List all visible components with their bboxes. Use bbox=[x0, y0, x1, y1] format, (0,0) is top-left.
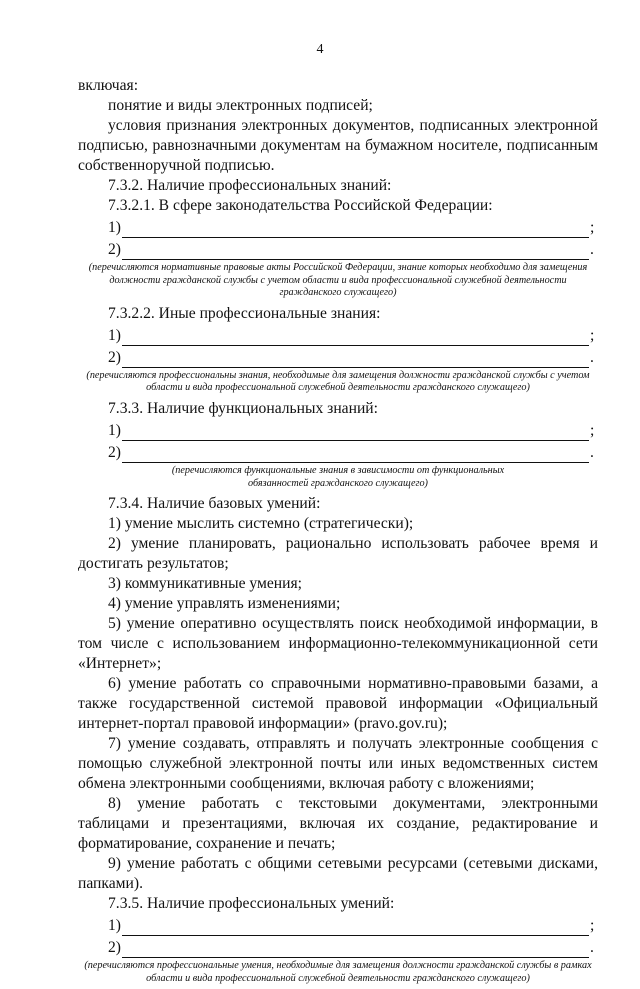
fill-line-number: 2) bbox=[108, 443, 121, 461]
page-content bbox=[78, 76, 598, 989]
fill-line-number: 1) bbox=[108, 917, 121, 935]
footnote-other-knowledge: (перечисляются профессиональны знания, необходимые для замещения должности гражданской службы с учетом области и вида профессиональной служебной деятельности гражданского служащего) bbox=[86, 369, 590, 394]
footnote-functional-knowledge: (перечисляются функциональные знания в зависимости от функциональных обязанностей гражданского служащего) bbox=[171, 464, 505, 489]
section-7-3-5-heading: 7.3.5. Наличие профессиональных умений: bbox=[108, 895, 395, 913]
skill-item-3: 3) коммуникативные умения; bbox=[108, 575, 302, 593]
fill-line-1 bbox=[78, 419, 598, 441]
fill-line-rule bbox=[122, 330, 589, 346]
fill-line-end: . bbox=[590, 443, 594, 461]
fill-line-number: 1) bbox=[108, 421, 121, 439]
footnote-professional-skills: (перечисляются профессиональные умения, необходимые для замещения должности гражданской службы в рамках области и вида профессиональной служебной деятельности гражданского служащего) bbox=[84, 960, 592, 984]
fill-line-rule bbox=[122, 352, 589, 368]
fill-line-number: 2) bbox=[108, 939, 121, 957]
fill-line-number: 1) bbox=[108, 219, 121, 236]
footnote-legislation: (перечисляются нормативные правовые акты Российской Федерации, знание которых необходимо для замещения должности гражданской службы с учетом области и вида профессиональной служебной деятельности гражданского служащего) bbox=[88, 262, 588, 299]
paragraph-including: включая: bbox=[78, 77, 139, 94]
skill-item-4: 4) умение управлять изменениями; bbox=[108, 595, 341, 613]
fill-line-end: ; bbox=[590, 219, 595, 236]
section-7-3-2-heading: 7.3.2. Наличие профессиональных знаний: bbox=[108, 177, 392, 194]
fill-line-2 bbox=[78, 936, 598, 958]
fill-line-end: . bbox=[590, 939, 594, 957]
fill-line-2 bbox=[78, 346, 598, 368]
skill-item-6: 6) умение работать со справочными нормативно-правовыми базами, а также государственной системой правовой информации «Официальный интернет-портал правовой информации» (pravo.gov.ru); bbox=[78, 675, 598, 733]
fill-line-2 bbox=[78, 441, 598, 463]
fill-line-number: 2) bbox=[108, 348, 121, 366]
fill-line-rule bbox=[122, 920, 589, 936]
section-7-3-4-heading: 7.3.4. Наличие базовых умений: bbox=[108, 495, 321, 513]
skill-item-7: 7) умение создавать, отправлять и получать электронные сообщения с помощью служебной электронной почты или иных ведомственных систем обмена электронными сообщениями, включая работу с вложениями; bbox=[78, 735, 598, 793]
fill-line-rule bbox=[122, 425, 589, 441]
section-7-3-3-heading: 7.3.3. Наличие функциональных знаний: bbox=[108, 399, 378, 417]
skill-item-5: 5) умение оперативно осуществлять поиск необходимой информации, в том числе с использованием информационно-телекоммуникационной сети «Интернет»; bbox=[78, 615, 598, 673]
fill-line-end: . bbox=[590, 348, 594, 366]
page-number: 4 bbox=[316, 42, 324, 57]
fill-line-number: 1) bbox=[108, 326, 121, 344]
fill-line-1 bbox=[78, 324, 598, 346]
paragraph-recognition: условия признания электронных документов, подписанных электронной подписью, равнозначными документам на бумажном носителе, подписанным собственноручной подписью. bbox=[78, 117, 598, 174]
fill-line-1 bbox=[78, 914, 598, 936]
skill-item-1: 1) умение мыслить системно (стратегически); bbox=[108, 515, 414, 533]
fill-line-rule bbox=[122, 222, 589, 238]
fill-line-rule bbox=[122, 942, 589, 958]
fill-line-2 bbox=[78, 238, 598, 260]
skill-item-8: 8) умение работать с текстовыми документами, электронными таблицами и презентациями, включая их создание, редактирование и форматирование, сохранение и печать; bbox=[78, 795, 598, 853]
fill-line-rule bbox=[122, 244, 589, 260]
section-7-3-2-2-heading: 7.3.2.2. Иные профессиональные знания: bbox=[108, 304, 381, 322]
fill-line-number: 2) bbox=[108, 241, 121, 258]
skill-item-9: 9) умение работать с общими сетевыми ресурсами (сетевыми дисками, папками). bbox=[78, 855, 598, 893]
section-7-3-2-1-heading: 7.3.2.1. В сфере законодательства Российской Федерации: bbox=[108, 197, 493, 214]
fill-line-end: ; bbox=[590, 326, 595, 344]
skill-item-2: 2) умение планировать, рационально использовать рабочее время и достигать результатов; bbox=[78, 535, 598, 573]
fill-line-rule bbox=[122, 447, 589, 463]
fill-line-end: . bbox=[590, 241, 594, 258]
fill-line-end: ; bbox=[590, 421, 595, 439]
paragraph-signatures: понятие и виды электронных подписей; bbox=[108, 97, 373, 114]
fill-line-1 bbox=[78, 216, 598, 238]
fill-line-end: ; bbox=[590, 917, 595, 935]
